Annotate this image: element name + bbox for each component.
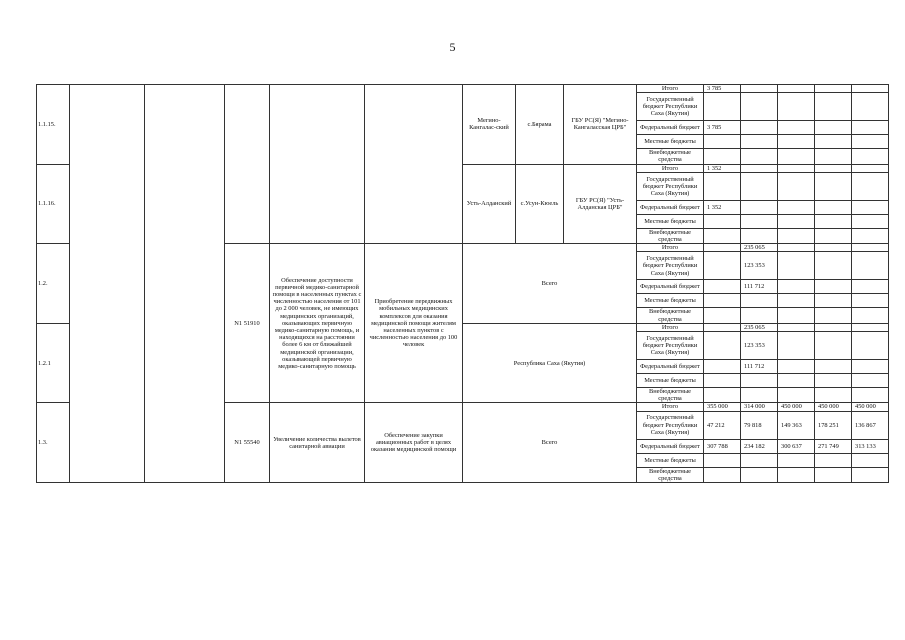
value-cell: 149 363 <box>778 411 815 439</box>
value-cell <box>778 244 815 252</box>
value-cell <box>852 214 889 228</box>
value-cell: 450 000 <box>778 403 815 411</box>
value-cell <box>741 228 778 243</box>
value-cell <box>741 93 778 121</box>
value-cell <box>815 135 852 149</box>
fund-label: Местные бюджеты <box>637 214 704 228</box>
row-code: 1.1.15. <box>37 85 70 165</box>
value-cell <box>815 200 852 214</box>
value-cell: 313 133 <box>852 439 889 453</box>
fund-label: Государственный бюджет Республики Саха (Якутия) <box>637 172 704 200</box>
value-cell <box>815 85 852 93</box>
value-cell: 234 182 <box>741 439 778 453</box>
value-cell <box>704 332 741 360</box>
value-cell <box>704 388 741 403</box>
value-cell <box>852 388 889 403</box>
value-cell <box>815 93 852 121</box>
program-table <box>36 84 889 483</box>
value-cell <box>815 280 852 294</box>
value-cell <box>778 360 815 374</box>
kbk-cell <box>225 85 270 244</box>
fund-label: Внебюджетные средства <box>637 388 704 403</box>
value-cell <box>852 453 889 467</box>
value-cell: 1 352 <box>704 200 741 214</box>
institution-cell: ГБУ РС(Я) "Усть-Алданская ЦРБ" <box>564 164 637 244</box>
table-row <box>37 85 889 93</box>
value-cell <box>778 453 815 467</box>
fund-label: Итого <box>637 164 704 172</box>
value-cell <box>778 374 815 388</box>
value-cell: 355 000 <box>704 403 741 411</box>
value-cell <box>778 164 815 172</box>
value-cell <box>852 323 889 331</box>
value-cell <box>815 332 852 360</box>
value-cell <box>815 121 852 135</box>
value-cell <box>704 374 741 388</box>
location-cell: Всего <box>463 403 637 483</box>
value-cell <box>778 308 815 323</box>
value-cell <box>815 374 852 388</box>
value-cell: 178 251 <box>815 411 852 439</box>
value-cell <box>778 228 815 243</box>
value-cell <box>815 294 852 308</box>
value-cell <box>852 200 889 214</box>
value-cell: 111 712 <box>741 280 778 294</box>
value-cell <box>852 360 889 374</box>
value-cell <box>852 121 889 135</box>
value-cell <box>778 388 815 403</box>
fund-label: Итого <box>637 244 704 252</box>
value-cell <box>704 323 741 331</box>
value-cell: 79 818 <box>741 411 778 439</box>
value-cell <box>815 244 852 252</box>
district-cell: Мегино-Кангалас-ский <box>463 85 516 165</box>
value-cell <box>778 200 815 214</box>
fund-label: Федеральный бюджет <box>637 200 704 214</box>
value-cell: 47 212 <box>704 411 741 439</box>
value-cell <box>852 172 889 200</box>
table-body <box>37 85 889 483</box>
value-cell: 271 749 <box>815 439 852 453</box>
value-cell <box>741 214 778 228</box>
value-cell <box>815 308 852 323</box>
value-cell <box>852 135 889 149</box>
fund-label: Внебюджетные средства <box>637 308 704 323</box>
fund-label: Внебюджетные средства <box>637 149 704 164</box>
value-cell <box>778 172 815 200</box>
value-cell <box>815 149 852 164</box>
value-cell <box>778 121 815 135</box>
fund-label: Федеральный бюджет <box>637 360 704 374</box>
value-cell <box>741 374 778 388</box>
value-cell <box>741 149 778 164</box>
value-cell <box>704 172 741 200</box>
value-cell <box>741 388 778 403</box>
row-code: 1.2.1 <box>37 323 70 403</box>
value-cell <box>815 323 852 331</box>
value-cell: 314 000 <box>741 403 778 411</box>
fund-label: Государственный бюджет Республики Саха (Якутия) <box>637 252 704 280</box>
fund-label: Внебюджетные средства <box>637 467 704 482</box>
fund-label: Государственный бюджет Республики Саха (Якутия) <box>637 332 704 360</box>
value-cell <box>852 164 889 172</box>
empty-cell <box>145 85 225 483</box>
row-code: 1.1.16. <box>37 164 70 244</box>
value-cell <box>815 172 852 200</box>
location-cell: Всего <box>463 244 637 324</box>
value-cell <box>741 172 778 200</box>
value-cell <box>815 388 852 403</box>
fund-label: Итого <box>637 323 704 331</box>
row-code: 1.3. <box>37 403 70 483</box>
value-cell <box>704 149 741 164</box>
value-cell <box>852 228 889 243</box>
value-cell <box>815 214 852 228</box>
fund-label: Местные бюджеты <box>637 135 704 149</box>
value-cell: 123 353 <box>741 332 778 360</box>
name-cell: Увеличение количества вылетов санитарной авиации <box>270 403 365 483</box>
location-cell: Республика Саха (Якутия) <box>463 323 637 403</box>
value-cell <box>704 308 741 323</box>
value-cell <box>741 467 778 482</box>
value-cell <box>778 323 815 331</box>
value-cell <box>741 294 778 308</box>
value-cell <box>778 214 815 228</box>
value-cell <box>815 164 852 172</box>
fund-label: Федеральный бюджет <box>637 280 704 294</box>
value-cell <box>704 93 741 121</box>
value-cell <box>741 453 778 467</box>
fund-label: Государственный бюджет Республики Саха (Якутия) <box>637 93 704 121</box>
value-cell <box>815 252 852 280</box>
value-cell <box>778 149 815 164</box>
value-cell <box>704 228 741 243</box>
value-cell <box>852 149 889 164</box>
value-cell: 136 867 <box>852 411 889 439</box>
value-cell <box>778 135 815 149</box>
row-code: 1.2. <box>37 244 70 324</box>
value-cell <box>852 374 889 388</box>
fund-label: Государственный бюджет Республики Саха (Якутия) <box>637 411 704 439</box>
event-cell: Обеспечение закупки авиационных работ в целях оказания медицинской помощи <box>365 403 463 483</box>
fund-label: Итого <box>637 403 704 411</box>
institution-cell: ГБУ РС(Я) "Мегино-Кангаласская ЦРБ" <box>564 85 637 165</box>
value-cell <box>778 93 815 121</box>
value-cell <box>741 135 778 149</box>
value-cell <box>815 228 852 243</box>
fund-label: Итого <box>637 85 704 93</box>
value-cell: 111 712 <box>741 360 778 374</box>
value-cell <box>704 294 741 308</box>
value-cell <box>704 280 741 294</box>
value-cell <box>852 467 889 482</box>
value-cell <box>852 93 889 121</box>
value-cell: 3 785 <box>704 121 741 135</box>
settlement-cell: с.Бярама <box>516 85 564 165</box>
fund-label: Федеральный бюджет <box>637 439 704 453</box>
value-cell <box>741 308 778 323</box>
value-cell <box>815 467 852 482</box>
kbk-cell: N1 51910 <box>225 244 270 403</box>
value-cell <box>852 294 889 308</box>
value-cell <box>778 280 815 294</box>
value-cell: 123 353 <box>741 252 778 280</box>
district-cell: Усть-Алданский <box>463 164 516 244</box>
value-cell <box>741 85 778 93</box>
value-cell <box>778 467 815 482</box>
value-cell <box>778 252 815 280</box>
value-cell <box>704 214 741 228</box>
kbk-cell: N1 55540 <box>225 403 270 483</box>
value-cell <box>704 467 741 482</box>
name-cell: Обеспечение доступности первичной медико-санитарной помощи в населенных пунктах с численностью населения от 101 до 2 000 человек, не имеющих медицинских организаций, оказывающих первичную медико-санитарную помощь, и находящихся на расстоянии более 6 км от ближайшей медицинской организации, оказывающей первичную медико-санитарную помощь <box>270 244 365 403</box>
value-cell <box>704 360 741 374</box>
value-cell <box>852 85 889 93</box>
fund-label: Федеральный бюджет <box>637 121 704 135</box>
value-cell <box>704 244 741 252</box>
value-cell: 235 065 <box>741 323 778 331</box>
fund-label: Внебюджетные средства <box>637 228 704 243</box>
fund-label: Местные бюджеты <box>637 374 704 388</box>
value-cell <box>778 85 815 93</box>
value-cell <box>852 308 889 323</box>
value-cell <box>741 200 778 214</box>
value-cell <box>852 280 889 294</box>
value-cell <box>778 332 815 360</box>
value-cell: 307 788 <box>704 439 741 453</box>
value-cell <box>815 453 852 467</box>
value-cell: 1 352 <box>704 164 741 172</box>
value-cell <box>852 244 889 252</box>
value-cell <box>852 332 889 360</box>
value-cell <box>704 135 741 149</box>
page-number: 5 <box>449 40 456 54</box>
fund-label: Местные бюджеты <box>637 453 704 467</box>
value-cell: 235 065 <box>741 244 778 252</box>
settlement-cell: с.Усун-Кюель <box>516 164 564 244</box>
value-cell <box>815 360 852 374</box>
value-cell <box>741 121 778 135</box>
value-cell: 3 785 <box>704 85 741 93</box>
value-cell <box>704 252 741 280</box>
event-cell: Приобретение передвижных мобильных медицинских комплексов для оказания медицинской помощи жителям населенных пунктов с численностью населения до 100 человек <box>365 244 463 403</box>
event-cell <box>365 85 463 244</box>
empty-cell <box>70 85 145 483</box>
name-cell <box>270 85 365 244</box>
value-cell <box>778 294 815 308</box>
value-cell: 300 637 <box>778 439 815 453</box>
value-cell <box>741 164 778 172</box>
value-cell <box>852 252 889 280</box>
fund-label: Местные бюджеты <box>637 294 704 308</box>
value-cell <box>704 453 741 467</box>
value-cell: 450 000 <box>815 403 852 411</box>
value-cell: 450 000 <box>852 403 889 411</box>
